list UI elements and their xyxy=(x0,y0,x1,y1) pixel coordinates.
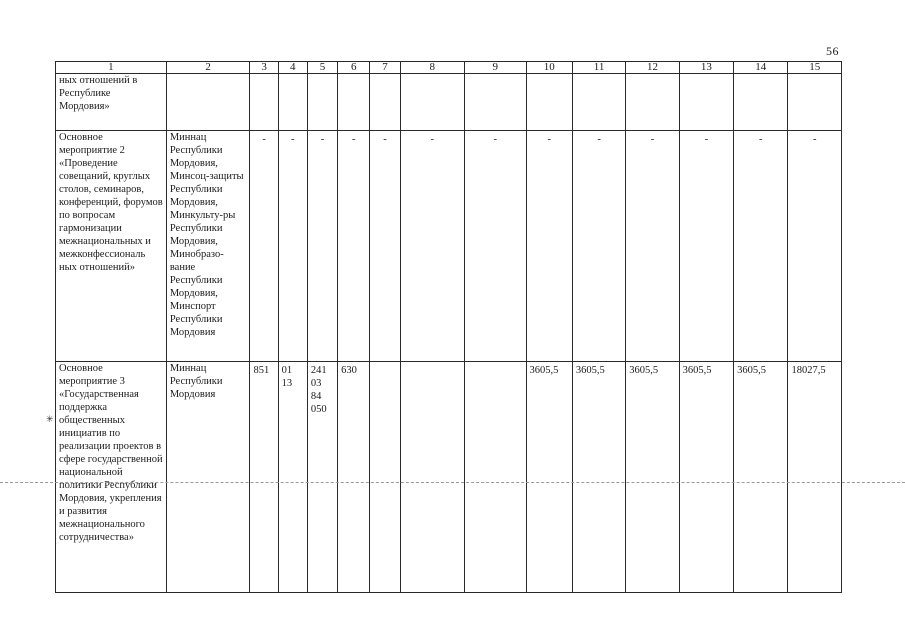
amount-cell: 3605,5 xyxy=(526,362,572,593)
section-code-cell xyxy=(278,362,307,593)
table-cell xyxy=(278,74,307,131)
amount-cell: 3605,5 xyxy=(679,362,733,593)
dash-cell: - xyxy=(465,131,526,362)
table-row xyxy=(56,74,842,131)
dash-cell: - xyxy=(626,131,679,362)
dash-cell: - xyxy=(679,131,733,362)
scan-artifact-mark: ✳ xyxy=(46,414,54,424)
code-part: 13 xyxy=(281,378,293,389)
code-part: 84 xyxy=(310,391,322,402)
header-cell: 3 xyxy=(250,62,278,74)
header-cell: 6 xyxy=(338,62,370,74)
dash-cell: - xyxy=(788,131,842,362)
table-cell xyxy=(250,74,278,131)
dash-cell: - xyxy=(400,131,464,362)
header-cell: 9 xyxy=(465,62,526,74)
header-cell: 2 xyxy=(166,62,250,74)
header-cell: 12 xyxy=(626,62,679,74)
target-article-cell xyxy=(307,362,337,593)
header-cell: 13 xyxy=(679,62,733,74)
expense-type-cell: 630 xyxy=(338,362,370,593)
header-cell: 11 xyxy=(572,62,625,74)
amount-cell: 3605,5 xyxy=(572,362,625,593)
header-row xyxy=(56,62,842,74)
table-cell xyxy=(526,74,572,131)
table-cell xyxy=(370,74,400,131)
table-cell xyxy=(465,74,526,131)
executor-cell: Миннац Республики Мордовия xyxy=(166,362,250,593)
table-cell xyxy=(338,74,370,131)
event-name-cell: Основное мероприятие 3 «Государственная поддержка общественных инициатив по реализации проектов в сфере государственной национальной политики Республики Мордовия, укрепления и развития межнационального сотрудничества» xyxy=(56,362,167,593)
header-cell: 1 xyxy=(56,62,167,74)
header-cell: 4 xyxy=(278,62,307,74)
header-cell: 10 xyxy=(526,62,572,74)
dash-cell: - xyxy=(250,131,278,362)
table-cell xyxy=(465,362,526,593)
page-number: 56 xyxy=(826,44,839,58)
budget-table xyxy=(55,61,842,593)
dash-cell: - xyxy=(526,131,572,362)
dash-cell: - xyxy=(734,131,788,362)
dash-cell: - xyxy=(278,131,307,362)
dash-cell: - xyxy=(370,131,400,362)
header-cell: 8 xyxy=(400,62,464,74)
event-name-cell: Основное мероприятие 2 «Проведение совещаний, круглых столов, семинаров, конференций, форумов по вопросам гармонизации межнациональных и межконфессиональ ных отношений» xyxy=(56,131,167,362)
table-row xyxy=(56,362,842,593)
table-cell xyxy=(307,74,337,131)
table-cell xyxy=(679,74,733,131)
table-cell xyxy=(370,362,400,593)
header-cell: 14 xyxy=(734,62,788,74)
executor-cell xyxy=(166,74,250,131)
header-cell: 5 xyxy=(307,62,337,74)
table-cell xyxy=(400,362,464,593)
table-cell xyxy=(734,74,788,131)
header-cell: 7 xyxy=(370,62,400,74)
dash-cell: - xyxy=(572,131,625,362)
amount-cell: 3605,5 xyxy=(626,362,679,593)
code-part: 050 xyxy=(310,404,327,415)
amount-cell: 3605,5 xyxy=(734,362,788,593)
total-amount-cell: 18027,5 xyxy=(788,362,842,593)
table-cell xyxy=(788,74,842,131)
table-row xyxy=(56,131,842,362)
grbs-code-cell: 851 xyxy=(250,362,278,593)
table-cell xyxy=(626,74,679,131)
table-cell xyxy=(400,74,464,131)
dash-cell: - xyxy=(307,131,337,362)
scan-fold-line xyxy=(0,482,905,483)
executor-cell: Миннац Республики Мордовия, Минсоц-защиты Республики Мордовия, Минкульту-ры Республики Мордовия, Минобразо-вание Республики Мордовия, Минспорт Республики Мордовия xyxy=(166,131,250,362)
event-name-cell: ных отношений в Республике Мордовия» xyxy=(56,74,167,131)
header-cell: 15 xyxy=(788,62,842,74)
code-part: 03 xyxy=(310,378,322,389)
code-part: 01 xyxy=(281,365,293,376)
dash-cell: - xyxy=(338,131,370,362)
code-part: 241 xyxy=(310,365,327,376)
table-cell xyxy=(572,74,625,131)
